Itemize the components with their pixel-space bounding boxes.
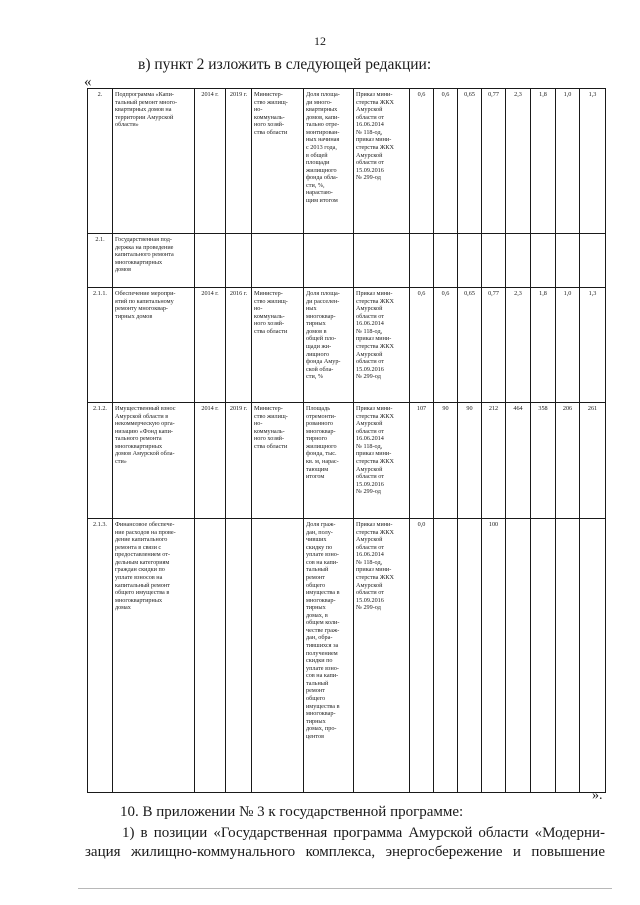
executor: [252, 234, 304, 288]
value-cell: 1,8: [531, 288, 556, 403]
value-cell: 0,65: [458, 89, 482, 234]
value-cell: 1,3: [580, 288, 606, 403]
value-cell: [531, 519, 556, 793]
paragraph-1: 1) в позиции «Государственная программа Амурской области «Модерни-зация жилищно-коммунального комплекса, энергосбережение и повышение: [85, 825, 605, 861]
indicator: Доля граж- дан, полу- чивших скидку по уплате взно- сов на капи- тальный ремонт общего имущества в многоквар- тирных домах, в общем коли- честве граж- дан, обра- тившихся за получением скидки по уплате взно- сов на капи- тальный ремонт общего имущества в многоквар- тирных домах, про- центов: [304, 519, 354, 793]
value-cell: [410, 234, 434, 288]
value-cell: [531, 234, 556, 288]
section-heading: в) пункт 2 изложить в следующей редакции:: [138, 56, 432, 73]
closing-quote-mark: ».: [592, 788, 603, 803]
value-cell: [506, 234, 531, 288]
value-cell: 1,8: [531, 89, 556, 234]
value-cell: 100: [482, 519, 506, 793]
value-cell: [458, 234, 482, 288]
executor: Министер- ство жилищ- но- коммуналь- ного хозяй- ства области: [252, 89, 304, 234]
end-year: [226, 234, 252, 288]
value-cell: 1,3: [580, 89, 606, 234]
value-cell: 358: [531, 403, 556, 519]
executor: [252, 519, 304, 793]
table-row: [88, 519, 606, 793]
value-cell: 0,6: [434, 288, 458, 403]
executor: Министер- ство жилищ- но- коммуналь- ного хозяй- ства области: [252, 288, 304, 403]
value-cell: 206: [556, 403, 580, 519]
value-cell: 0,6: [434, 89, 458, 234]
value-cell: 261: [580, 403, 606, 519]
paragraph-10: 10. В приложении № 3 к государственной программе:: [120, 804, 464, 820]
source-document: Приказ мини- стерства ЖКХ Амурской области от 16.06.2014 № 118-од, приказ мини- стерства ЖКХ Амурской области от 15.09.2016 № 299-од: [354, 288, 410, 403]
start-year: 2014 г.: [195, 288, 226, 403]
value-cell: [580, 519, 606, 793]
activity-name: Государственная под- держка на проведение капитального ремонта многоквартирных домов: [113, 234, 195, 288]
start-year: 2014 г.: [195, 89, 226, 234]
row-number: 2.1.3.: [88, 519, 113, 793]
value-cell: 1,0: [556, 89, 580, 234]
value-cell: [434, 519, 458, 793]
indicators-table: [87, 88, 606, 793]
table-row: [88, 234, 606, 288]
value-cell: [434, 234, 458, 288]
row-number: 2.: [88, 89, 113, 234]
end-year: 2019 г.: [226, 403, 252, 519]
value-cell: 2,3: [506, 89, 531, 234]
value-cell: 0,6: [410, 89, 434, 234]
opening-quote-mark: «: [84, 74, 92, 90]
end-year: 2019 г.: [226, 89, 252, 234]
value-cell: 2,3: [506, 288, 531, 403]
value-cell: 0,77: [482, 89, 506, 234]
table-row: [88, 403, 606, 519]
value-cell: 0,65: [458, 288, 482, 403]
start-year: 2014 г.: [195, 403, 226, 519]
start-year: [195, 234, 226, 288]
source-document: [354, 234, 410, 288]
row-number: 2.1.: [88, 234, 113, 288]
table-row: [88, 288, 606, 403]
value-cell: 107: [410, 403, 434, 519]
activity-name: Подпрограмма «Капи- тальный ремонт много- квартирных домов на территории Амурской области»: [113, 89, 195, 234]
executor: Министер- ство жилищ- но- коммуналь- ного хозяй- ства области: [252, 403, 304, 519]
activity-name: Финансовое обеспече- ние расходов на прове- дение капитального ремонта в связи с предоставлением от- дельным категориям граждан скидки по уплате взносов на капитальный ремонт общего имущества в многоквартирных домах: [113, 519, 195, 793]
page-number: 12: [314, 34, 326, 48]
indicator: Доля площа- ди много- квартирных домов, капи- тально отре- монтирован- ных начиная с 2013 года, в общей площади жилищного фонда обла- сти, %, нарастаю- щим итогом: [304, 89, 354, 234]
indicator: Площадь отремонти- рованного многоквар- тирного жилищного фонда, тыс. кв. м, нарас- тающим итогом: [304, 403, 354, 519]
end-year: 2016 г.: [226, 288, 252, 403]
source-document: Приказ мини- стерства ЖКХ Амурской области от 16.06.2014 № 118-од, приказ мини- стерства ЖКХ Амурской области от 15.09.2016 № 299-од: [354, 519, 410, 793]
activity-name: Обеспечение меропри- ятий по капитальному ремонту многоквар- тирных домов: [113, 288, 195, 403]
value-cell: 90: [458, 403, 482, 519]
value-cell: 0,0: [410, 519, 434, 793]
activity-name: Имущественный взнос Амурской области в некоммерческую орга- низацию «Фонд капи- тального ремонта многоквартирных домов Амурской обла- сти»: [113, 403, 195, 519]
value-cell: 0,6: [410, 288, 434, 403]
value-cell: 0,77: [482, 288, 506, 403]
end-year: [226, 519, 252, 793]
source-document: Приказ мини- стерства ЖКХ Амурской области от 16.06.2014 № 118-од, приказ мини- стерства ЖКХ Амурской области от 15.09.2016 № 299-од: [354, 89, 410, 234]
value-cell: 464: [506, 403, 531, 519]
start-year: [195, 519, 226, 793]
indicator: Доля площа- ди расселен- ных многоквар- тирных домов в общей пло- щади жи- лищного фонда Амур- ской обла- сти, %: [304, 288, 354, 403]
row-number: 2.1.1.: [88, 288, 113, 403]
value-cell: 1,0: [556, 288, 580, 403]
value-cell: [458, 519, 482, 793]
indicator: [304, 234, 354, 288]
value-cell: 90: [434, 403, 458, 519]
bottom-rule: [78, 888, 612, 889]
value-cell: [506, 519, 531, 793]
value-cell: [556, 234, 580, 288]
value-cell: [482, 234, 506, 288]
source-document: Приказ мини- стерства ЖКХ Амурской области от 16.06.2014 № 118-од, приказ мини- стерства ЖКХ Амурской области от 15.09.2016 № 299-од: [354, 403, 410, 519]
table-row: [88, 89, 606, 234]
value-cell: 212: [482, 403, 506, 519]
row-number: 2.1.2.: [88, 403, 113, 519]
value-cell: [556, 519, 580, 793]
value-cell: [580, 234, 606, 288]
